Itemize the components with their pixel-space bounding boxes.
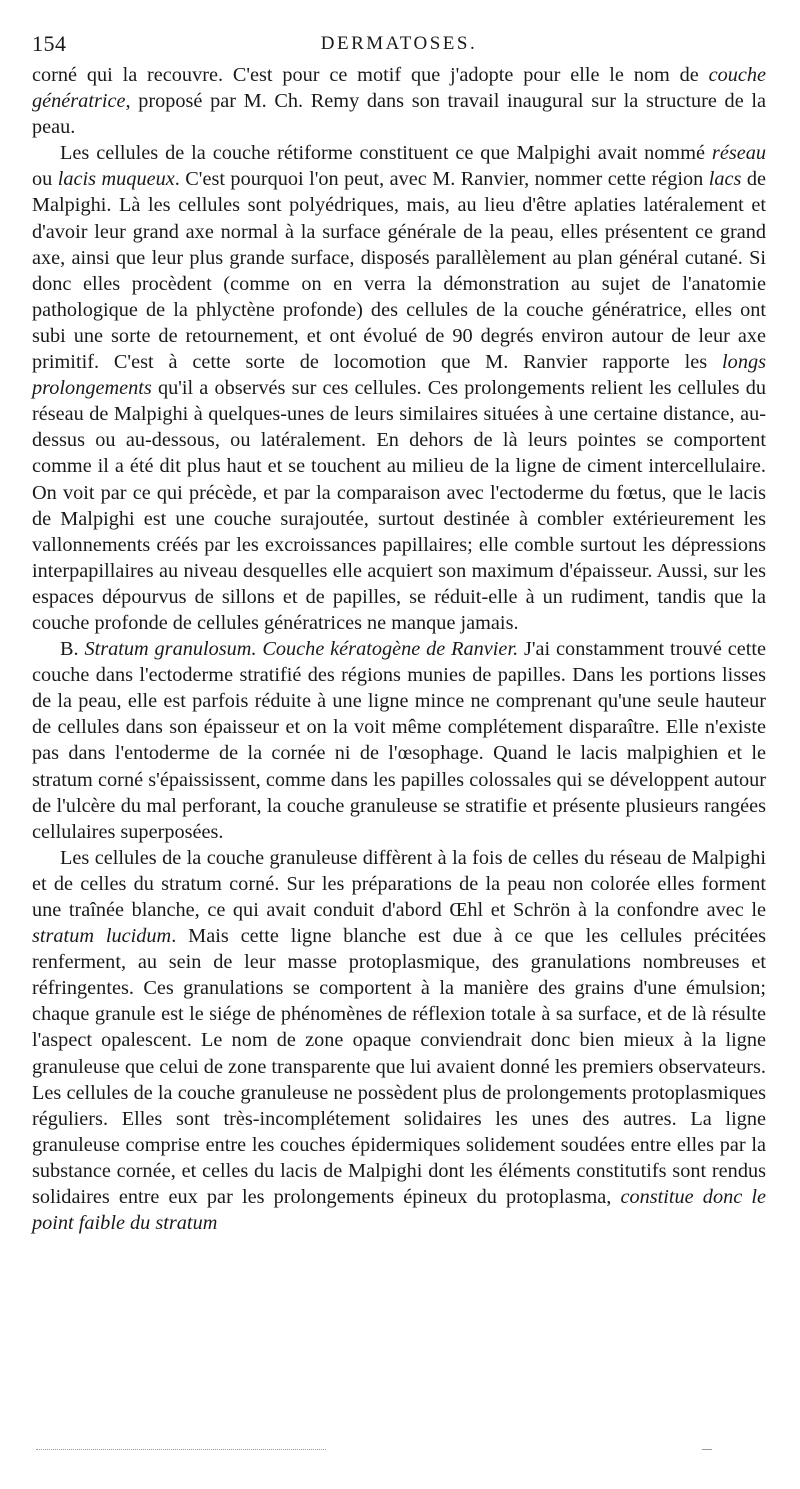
footer-rule <box>36 1449 326 1450</box>
italic-text: Stratum granulosum. Couche kératogène de Ranvier. <box>84 638 519 661</box>
page-header <box>32 30 766 58</box>
italic-text: lacs <box>708 168 742 191</box>
italic-text: lacis muqueux <box>57 168 175 191</box>
text-run: Les cellules de la couche granuleuse diffèrent à la fois de celles du réseau de Malpighi et de celles du stratum corné. Sur les préparations de la peau non colorée elles forment une traînée blanche, ce qui avait conduit d'abord Œhl et Schrön à la confondre avec le <box>32 846 766 921</box>
page-number: 154 <box>32 31 67 56</box>
text-run: , proposé par M. Ch. Remy dans son travail inaugural sur la structure de la peau. <box>32 90 766 139</box>
text-run: ou <box>32 168 58 191</box>
text-run: qu'il a observés sur ces cellules. Ces prolongements relient les cellules du réseau de Malpighi à quelques-unes de leurs similaires situées à une certaine distance, au-dessus ou au-dessous, ou latéralement. En dehors de là leurs pointes se comportent comme il a été dit plus haut et se touchent au milieu de la ligne de ciment intercellulaire. On voit par ce qui précède, et par la comparaison avec l'ectoderme du fœtus, que le lacis de Malpighi est une couche surajoutée, surtout destinée à combler extérieurement les vallonnements créés par les excroissances papillaires; elle comble surtout les dépressions interpapillaires au niveau desquelles elle acquiert son maximum d'épaisseur. Aussi, sur les espaces dépourvus de sillons et de papilles, se réduit-elle à un rudiment, tandis que la couche profonde de cellules génératrices ne manque jamais. <box>32 377 766 634</box>
italic-text: stratum lucidum <box>32 925 172 948</box>
paragraph <box>32 636 766 845</box>
italic-text: constitue donc le point faible du stratum <box>32 1186 766 1235</box>
text-run: . C'est pourquoi l'on peut, avec M. Ranvier, nommer cette région <box>174 168 709 191</box>
body-text <box>32 62 766 1236</box>
running-head: DERMATOSES. <box>320 33 478 54</box>
paragraph <box>32 845 766 1236</box>
italic-text: réseau <box>711 142 766 165</box>
paragraph <box>32 62 766 140</box>
text-run: de Malpighi. Là les cellules sont polyédriques, mais, au lieu d'être aplaties latéralement et d'avoir leur grand axe normal à la surface générale de la peau, elles présentent ce grand axe, ainsi que leur plus grande surface, disposés parallèlement au plan général cutané. Si donc elles procèdent (comme on en verra la démonstration au sujet de l'anatomie pathologique de la phlyctène profonde) des cellules de la couche génératrice, elles ont subi une sorte de retournement, et ont évolué de 90 degrés environ autour de leur axe primitif. C'est à cette sorte de locomotion que M. Ranvier rapporte les <box>32 168 767 374</box>
italic-text: couche génératrice <box>32 64 766 113</box>
text-run: J'ai constamment trouvé cette couche dans l'ectoderme stratifié des régions munies de papilles. Dans les portions lisses de la peau, elle est parfois réduite à une ligne mince ne comprenant qu'une seule hauteur de cellules dans son épaisseur et on la voit même complétement disparaître. Elle n'existe pas dans l'entoderme de la cornée ni de l'œsophage. Quand le lacis malpighien et le stratum corné s'épaississent, comme dans les papilles colossales qui se développent autour de l'ulcère du mal perforant, la couche granuleuse se stratifie et présente plusieurs rangées cellulaires superposées. <box>32 638 766 843</box>
text-run: B. <box>60 638 85 661</box>
footer-mark <box>702 1449 712 1450</box>
italic-text: longs prolongements <box>32 351 766 400</box>
text-run: . Mais cette ligne blanche est due à ce que les cellules précitées renferment, au sein de leur masse protoplasmique, des granulations nombreuses et réfringentes. Ces granulations se comportent à la manière des grains d'une émulsion; chaque granule est le siége de phénomènes de réflexion totale à sa surface, et de là résulte l'aspect opalescent. Le nom de zone opaque conviendrait donc bien mieux à la ligne granuleuse que celui de zone transparente que lui avaient donné les premiers observateurs. Les cellules de la couche granuleuse ne possèdent plus de prolongements protoplasmiques réguliers. Elles sont très-incomplétement solidaires les unes des autres. La ligne granuleuse comprise entre les couches épidermiques solidement soudées entre elles par la substance cornée, et celles du lacis de Malpighi dont les éléments constitutifs sont rendus solidaires entre eux par les prolongements épineux du protoplasma, <box>32 925 766 1209</box>
text-run: Les cellules de la couche rétiforme constituent ce que Malpighi avait nommé <box>60 142 712 165</box>
paragraph <box>32 140 766 636</box>
text-run: corné qui la recouvre. C'est pour ce motif que j'adopte pour elle le nom de <box>32 64 709 86</box>
